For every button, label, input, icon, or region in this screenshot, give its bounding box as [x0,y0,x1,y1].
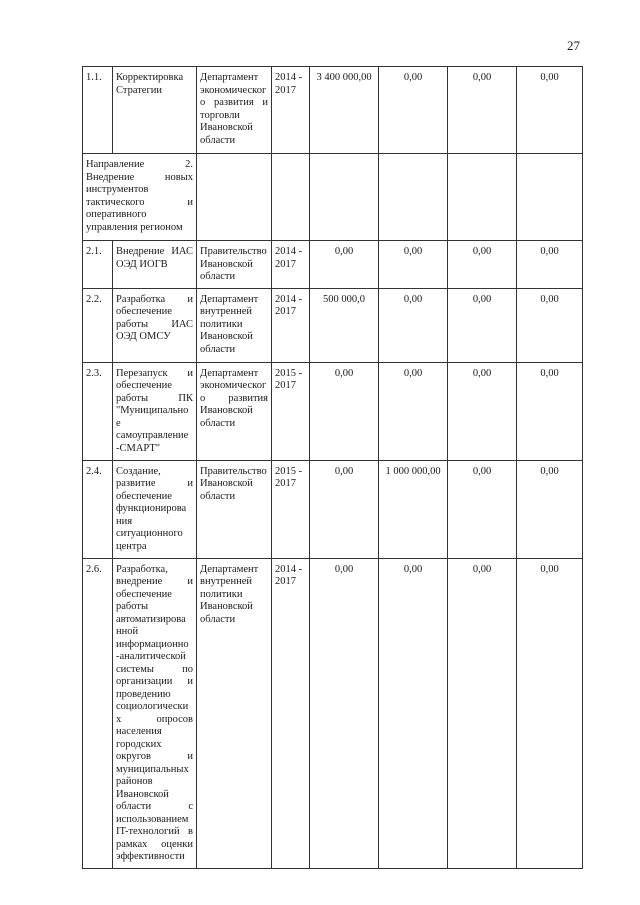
funding-value-2: 0,00 [379,558,448,868]
funding-value-2: 0,00 [379,67,448,154]
funding-value-3: 0,00 [448,288,517,362]
executor: Правительство Ивановской области [197,241,272,289]
table-row [83,558,583,868]
executor: Департамент внутренней политики Ивановской области [197,558,272,868]
funding-value-2: 0,00 [379,288,448,362]
funding-value-2: 1 000 000,00 [379,460,448,558]
funding-value-4: 0,00 [517,288,583,362]
row-number: 2.6. [83,558,113,868]
executor: Правительство Ивановской области [197,460,272,558]
empty-cell [379,154,448,241]
row-number: 2.4. [83,460,113,558]
measure-name: Внедрение ИАС ОЭД ИОГВ [113,241,197,289]
empty-cell [272,154,310,241]
measure-name: Разработка и обеспечение работы ИАС ОЭД ОМСУ [113,288,197,362]
empty-cell [310,154,379,241]
funding-value-1: 0,00 [310,460,379,558]
measure-name: Разработка, внедрение и обеспечение работы автоматизирова нной информационно -аналитической системы по организации и проведению социологически х опросов населения городских округов и муниципальных районов Ивановской области с использованием IT-технологий в рамках оценки эффективности [113,558,197,868]
row-number: 2.1. [83,241,113,289]
funding-value-1: 3 400 000,00 [310,67,379,154]
program-table [82,66,583,869]
executor: Департамент экономическог о развития и торговли Ивановской области [197,67,272,154]
table-row [83,362,583,460]
table-row [83,67,583,154]
empty-cell [517,154,583,241]
row-number: 1.1. [83,67,113,154]
period: 2015 - 2017 [272,362,310,460]
funding-value-2: 0,00 [379,362,448,460]
table-row [83,288,583,362]
table-row [83,460,583,558]
funding-value-1: 500 000,0 [310,288,379,362]
row-number: 2.2. [83,288,113,362]
period: 2014 - 2017 [272,67,310,154]
direction-row [83,154,583,241]
executor: Департамент экономическог о развития Ивановской области [197,362,272,460]
table-row [83,241,583,289]
funding-value-3: 0,00 [448,558,517,868]
direction-title: Направление 2. Внедрение новых инструментов тактического и оперативного управления регионом [83,154,197,241]
funding-value-4: 0,00 [517,67,583,154]
funding-value-1: 0,00 [310,241,379,289]
period: 2015 - 2017 [272,460,310,558]
funding-value-4: 0,00 [517,241,583,289]
funding-value-3: 0,00 [448,67,517,154]
period: 2014 - 2017 [272,288,310,362]
funding-value-4: 0,00 [517,362,583,460]
funding-value-3: 0,00 [448,460,517,558]
period: 2014 - 2017 [272,558,310,868]
funding-value-3: 0,00 [448,362,517,460]
measure-name: Корректировка Стратегии [113,67,197,154]
funding-value-3: 0,00 [448,241,517,289]
funding-value-1: 0,00 [310,558,379,868]
funding-value-4: 0,00 [517,460,583,558]
empty-cell [448,154,517,241]
row-number: 2.3. [83,362,113,460]
empty-cell [197,154,272,241]
funding-value-2: 0,00 [379,241,448,289]
period: 2014 - 2017 [272,241,310,289]
funding-value-4: 0,00 [517,558,583,868]
measure-name: Создание, развитие и обеспечение функционирова ния ситуационного центра [113,460,197,558]
funding-value-1: 0,00 [310,362,379,460]
executor: Департамент внутренней политики Ивановской области [197,288,272,362]
measure-name: Перезапуск и обеспечение работы ПК "Муниципально е самоуправление -СМАРТ" [113,362,197,460]
page-number: 27 [567,38,580,53]
